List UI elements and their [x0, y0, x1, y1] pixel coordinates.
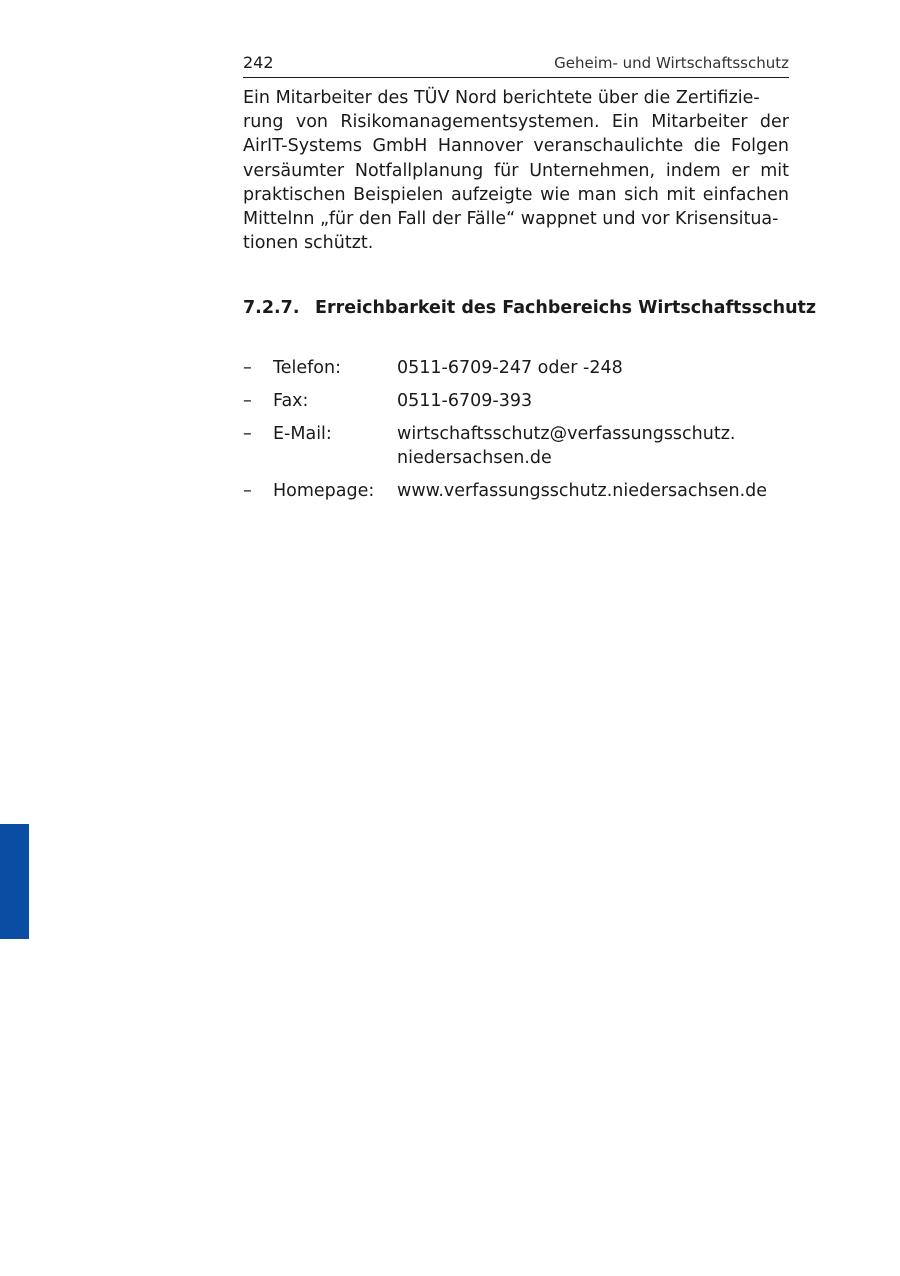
contact-label: Fax:: [273, 391, 309, 411]
fax-value: 0511-6709-393: [397, 391, 533, 411]
running-header: [243, 52, 789, 78]
contact-label: Telefon:: [273, 358, 341, 378]
contact-homepage: [243, 479, 803, 503]
contact-list: [243, 356, 803, 512]
homepage-value: www.verfassungsschutz.niedersachsen.de: [397, 481, 768, 501]
body-paragraph: [243, 86, 789, 255]
list-dash: –: [243, 358, 252, 378]
contact-label: Homepage:: [273, 481, 375, 501]
list-dash: –: [243, 481, 252, 501]
email-value-line1: wirtschaftsschutz@verfassungsschutz.: [397, 424, 736, 444]
list-dash: –: [243, 391, 252, 411]
contact-email: [243, 422, 803, 470]
subsection-heading: [243, 296, 817, 320]
contact-phone: [243, 356, 803, 380]
subsection-title: Erreichbarkeit des Fachbereichs Wirtschaftsschutz: [315, 298, 817, 318]
running-section-title: Geheim- und Wirtschaftsschutz: [554, 54, 789, 72]
chapter-tab-marker: [0, 824, 29, 939]
phone-value: 0511-6709-247 oder -248: [397, 358, 623, 378]
list-dash: –: [243, 424, 252, 444]
contact-fax: [243, 389, 803, 413]
page-number: 242: [243, 53, 274, 72]
contact-label: E-Mail:: [273, 424, 332, 444]
subsection-number: 7.2.7.: [243, 298, 300, 318]
email-value-line2: niedersachsen.de: [397, 448, 552, 468]
paragraph-text: Ein Mitarbeiter des TÜV Nord berichtete über die Zertifizie- rung von Risikomanagementsystemen. Ein Mitarbeiter der AirIT-Systems GmbH Hannover veranschaulichte die Folgen versäumter Notfallplanung für Unternehmen, indem er mit praktischen Beispielen aufzeigte wie man sich mit einfachen Mittelnn „für den Fall der Fälle“ wappnet und vor Krisensitua- tionen schützt.: [243, 88, 789, 254]
